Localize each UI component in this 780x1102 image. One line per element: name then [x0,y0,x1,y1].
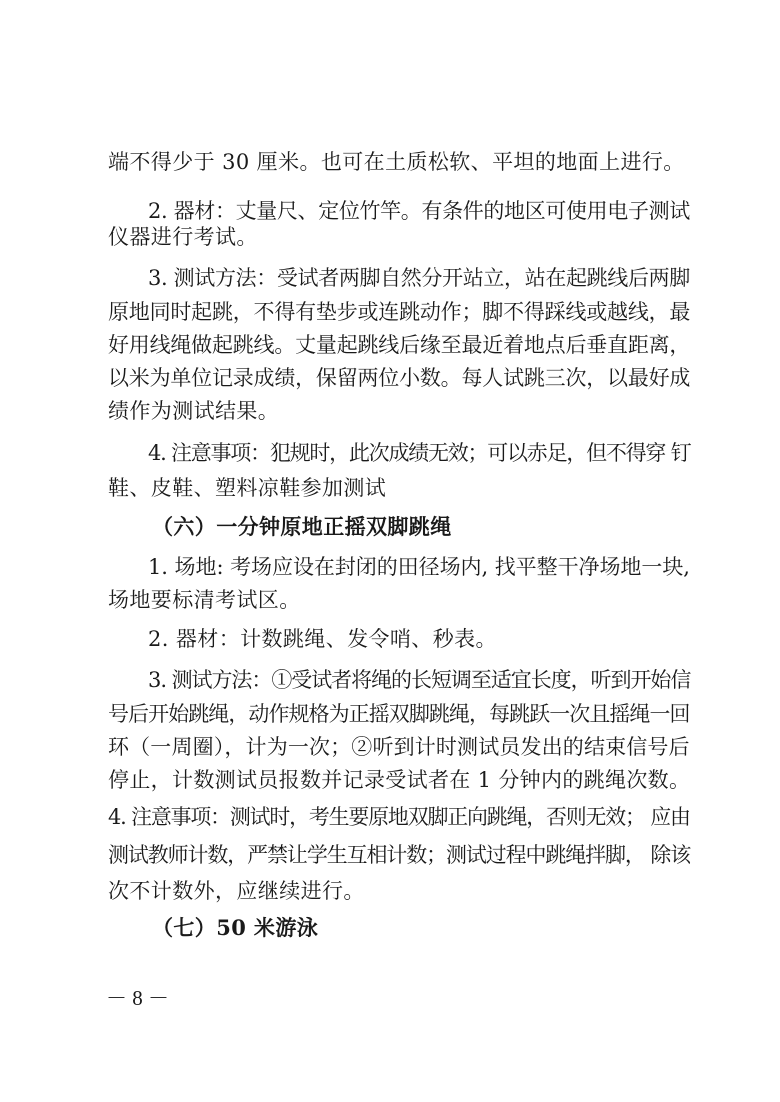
text-line: 测试教师计数，严禁让学生互相计数；测试过程中跳绳拌脚， 除该 [108,843,691,867]
text-line: 4. 注意事项：测试时，考生要原地双脚正向跳绳，否则无效； 应由 [108,805,690,829]
text-line: 环（一周圈），计为一次；②听到计时测试员发出的结束信号后 [108,735,690,759]
section-heading: （六）一分钟原地正摇双脚跳绳 [152,514,452,539]
text-line: 1. 场地: 考场应设在封闭的田径场内, 找平整干净场地一块, [148,555,690,579]
text-line: 好用线绳做起跳线。丈量起跳线后缘至最近着地点后垂直距离， [108,333,691,357]
text-line: 次不计数外，应继续进行。 [108,879,365,903]
page-number: － 8 － [106,986,169,1010]
text-line: 端不得少于 30 厘米。也可在土质松软、平坦的地面上进行。 [108,150,685,174]
text-line: 绩作为测试结果。 [108,399,280,423]
text-line: 3. 测试方法：受试者两脚自然分开站立，站在起跳线后两脚 [148,266,690,290]
text-line: 以米为单位记录成绩，保留两位小数。每人试跳三次，以最好成 [108,366,691,390]
text-line: 仪器进行考试。 [108,225,258,249]
text-line: 3. 测试方法：①受试者将绳的长短调至适宜长度，听到开始信 [148,668,691,692]
text-line: 4. 注意事项：犯规时，此次成绩无效；可以赤足，但不得穿 钉 [148,441,691,465]
text-line: 鞋、皮鞋、塑料凉鞋参加测试 [108,476,387,500]
text-line: 号后开始跳绳，动作规格为正摇双脚跳绳，每跳跃一次且摇绳一回 [108,702,690,726]
text-line: 停止，计数测试员报数并记录受试者在 1 分钟内的跳绳次数。 [108,768,691,792]
text-line: 2. 器材：丈量尺、定位竹竿。有条件的地区可使用电子测试 [148,199,690,223]
section-heading: （七）50 米游泳 [152,915,319,940]
text-line: 2. 器材：计数跳绳、发令哨、秒表。 [148,627,497,651]
text-line: 原地同时起跳，不得有垫步或连跳动作；脚不得踩线或越线，最 [108,300,691,324]
text-line: 场地要标清考试区。 [108,588,301,612]
